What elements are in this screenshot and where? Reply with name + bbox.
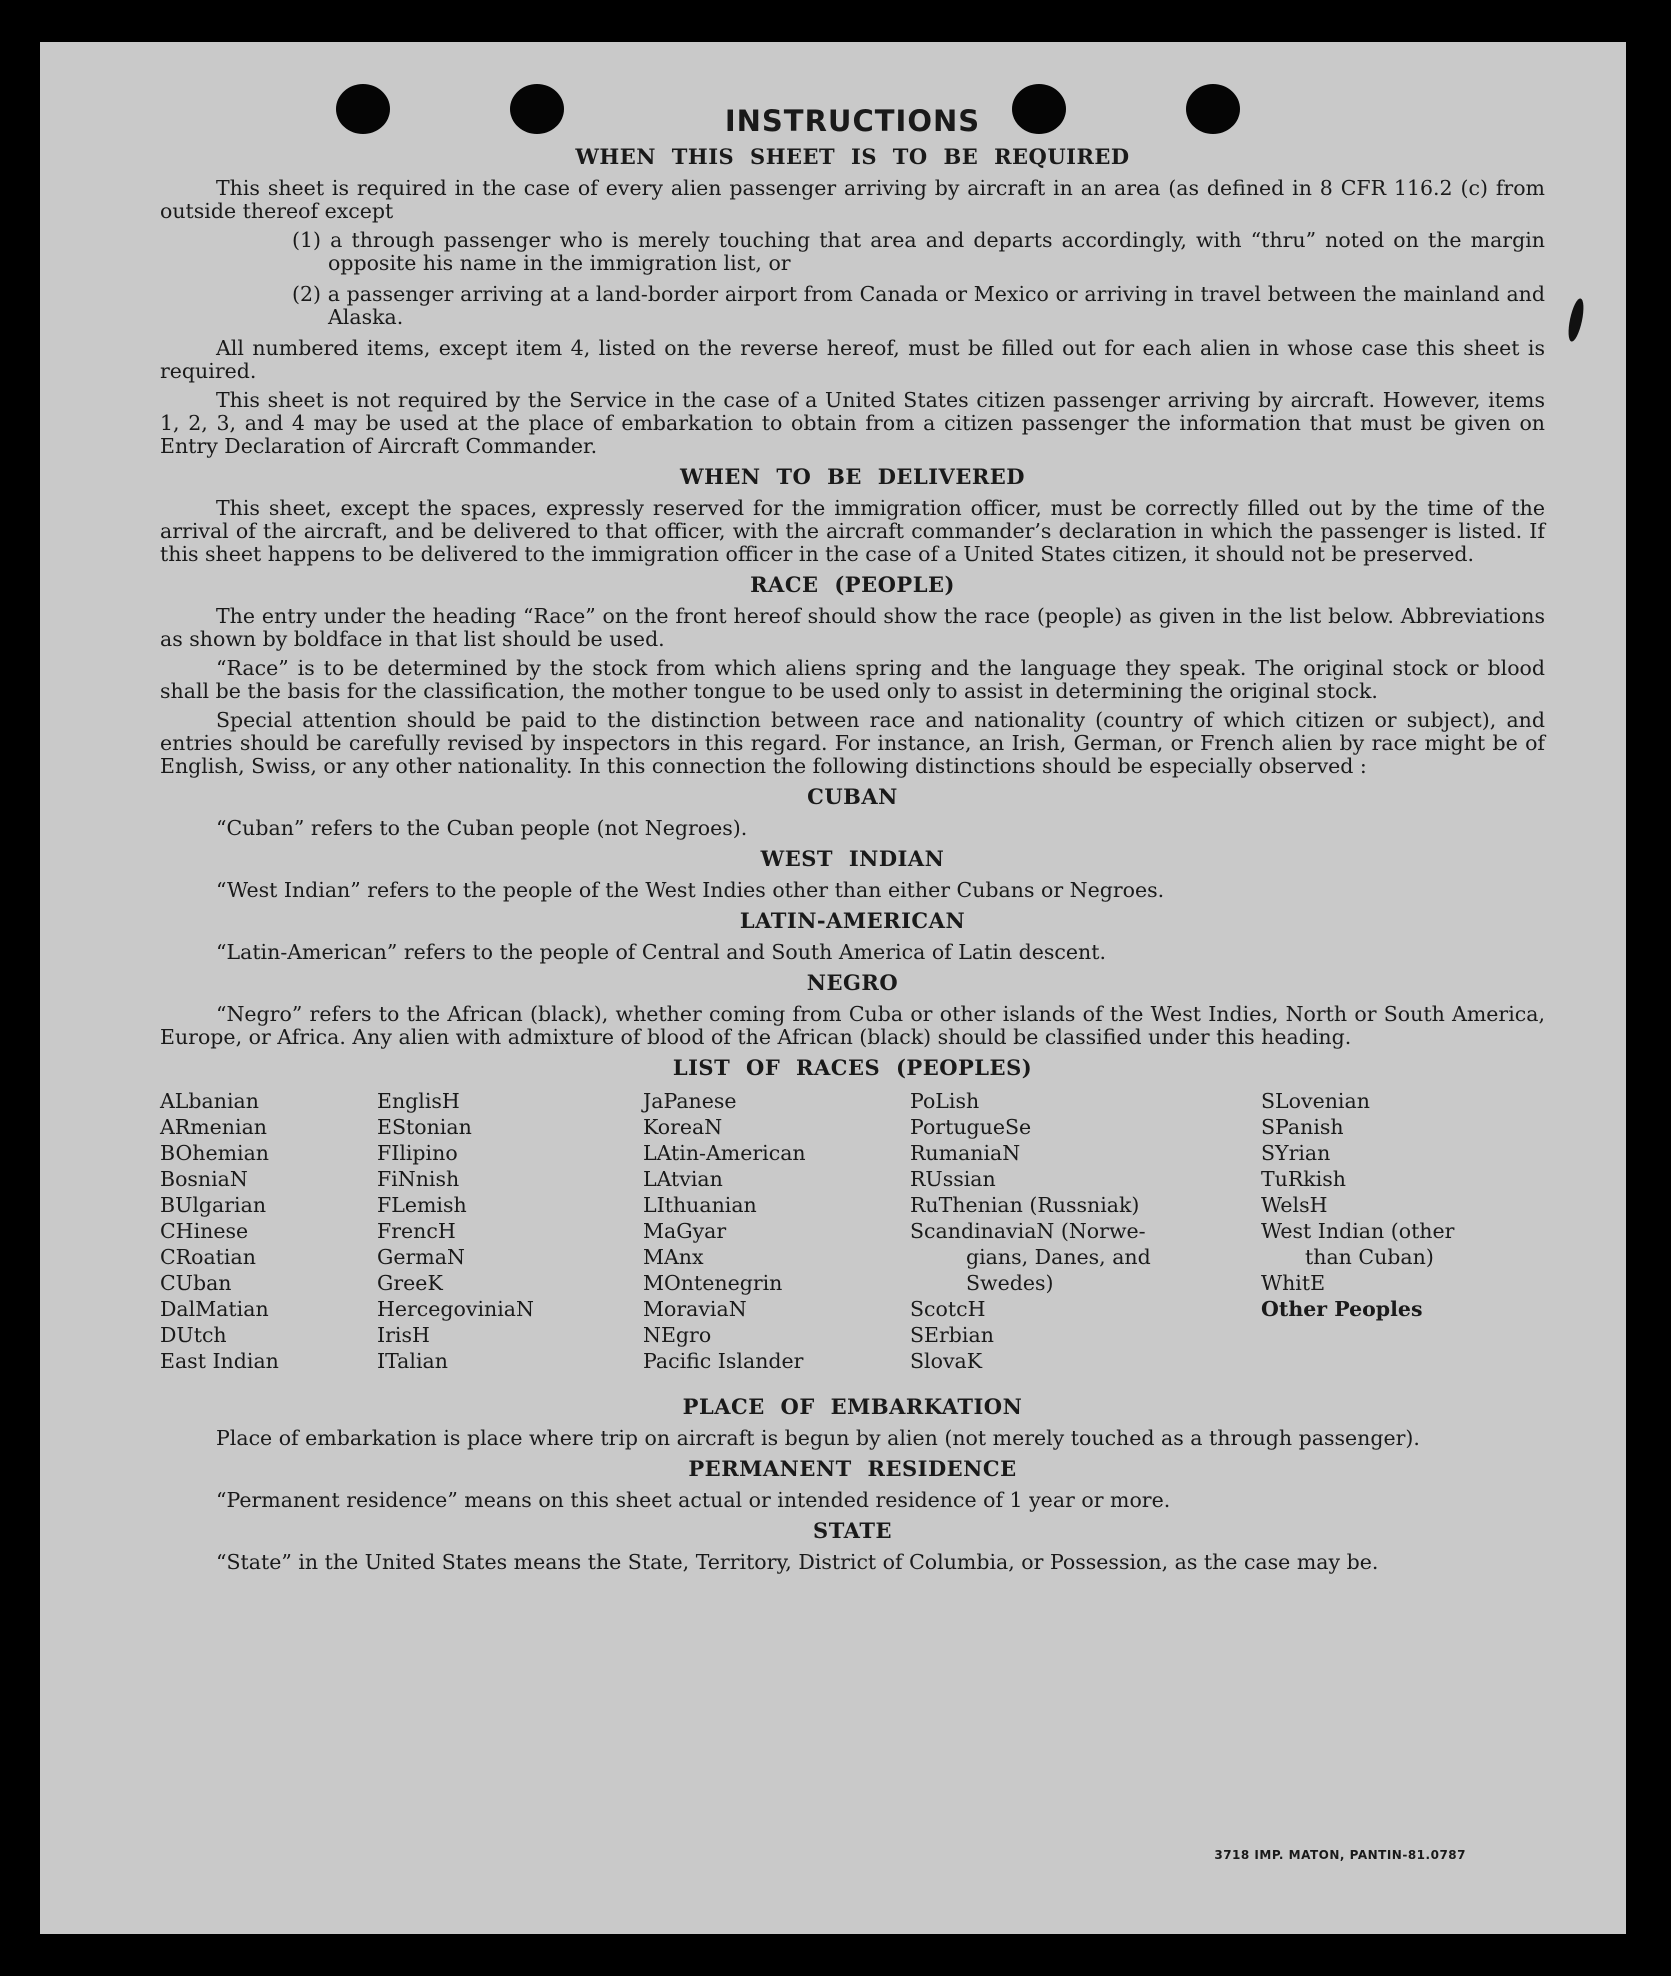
instructions-content	[160, 104, 1545, 1580]
race-item: MAnx	[643, 1245, 704, 1269]
race-item: SYrian	[1261, 1141, 1331, 1165]
document-sheet	[40, 42, 1626, 1934]
races-column-4	[910, 1088, 1151, 1374]
race-item: RuThenian (Russniak)	[910, 1193, 1140, 1217]
race-item: FiNnish	[377, 1167, 460, 1191]
race-item: HercegoviniaN	[377, 1297, 534, 1321]
race-item: gians, Danes, and	[966, 1245, 1151, 1269]
race-para-3: Special attention should be paid to the distinction between race and nationality (country of which citizen or subject), and entries should be carefully revised by inspectors in this regard. For instance, an Irish, German, or French alien by race might be of English, Swiss, or any other nationality. In this connection the following distinctions should be especially observed :	[160, 708, 1545, 778]
race-item: ScandinaviaN (Norwe-	[910, 1219, 1146, 1243]
race-para-1: The entry under the heading “Race” on the front hereof should show the race (people) as given in the list below. Abbreviations as shown by boldface in that list should be used.	[160, 604, 1545, 651]
race-item: FLemish	[377, 1193, 467, 1217]
race-item: BosniaN	[160, 1167, 248, 1191]
race-item: East Indian	[160, 1349, 279, 1373]
race-item: DUtch	[160, 1323, 227, 1347]
races-column-5	[1261, 1088, 1454, 1322]
heading-embarkation: PLACE OF EMBARKATION	[682, 1394, 1023, 1419]
race-item: ARmenian	[160, 1115, 267, 1139]
heading-when-required: WHEN THIS SHEET IS TO BE REQUIRED	[575, 144, 1130, 169]
required-intro: This sheet is required in the case of every alien passenger arriving by aircraft in an area (as defined in 8 CFR 116.2 (c) from outside thereof except	[160, 176, 1545, 223]
race-item: CHinese	[160, 1219, 249, 1243]
heading-state: STATE	[813, 1518, 892, 1543]
race-item: PoLish	[910, 1089, 980, 1113]
residence-para: “Permanent residence” means on this sheet actual or intended residence of 1 year or more.	[216, 1488, 1171, 1512]
delivered-para: This sheet, except the spaces, expressly reserved for the immigration officer, must be correctly filled out by the time of the arrival of the aircraft, and be delivered to that officer, with the aircraft commander’s declaration in which the passenger is listed. If this sheet happens to be delivered to the immigration officer in the case of a United States citizen, it should not be preserved.	[160, 496, 1545, 566]
heading-latin-american: LATIN-AMERICAN	[739, 908, 966, 933]
cuban-para: “Cuban” refers to the Cuban people (not Negroes).	[216, 816, 748, 840]
race-item: FIlipino	[377, 1141, 458, 1165]
race-item: Pacific Islander	[643, 1349, 804, 1373]
race-item: CRoatian	[160, 1245, 256, 1269]
race-item: DalMatian	[160, 1297, 269, 1321]
latin-american-para: “Latin-American” refers to the people of Central and South America of Latin descent.	[216, 940, 1106, 964]
race-item: SPanish	[1261, 1115, 1344, 1139]
race-item: RumaniaN	[910, 1141, 1021, 1165]
west-indian-para: “West Indian” refers to the people of the West Indies other than either Cubans or Negroes.	[216, 878, 1165, 902]
race-item: TuRkish	[1261, 1167, 1347, 1191]
heading-when-delivered: WHEN TO BE DELIVERED	[679, 464, 1025, 489]
race-item: WhitE	[1261, 1271, 1326, 1295]
heading-cuban: CUBAN	[807, 784, 898, 809]
required-para-2: All numbered items, except item 4, listed on the reverse hereof, must be filled out for each alien in whose case this sheet is required.	[160, 336, 1545, 383]
negro-para: “Negro” refers to the African (black), whether coming from Cuba or other islands of the West Indies, North or South America, Europe, or Africa. Any alien with admixture of blood of the African (black) should be classified under this heading.	[160, 1002, 1545, 1049]
heading-permanent-residence: PERMANENT RESIDENCE	[688, 1456, 1017, 1481]
race-item: GermaN	[377, 1245, 465, 1269]
race-item: ScotcH	[910, 1297, 986, 1321]
state-para: “State” in the United States means the State, Territory, District of Columbia, or Possession, as the case may be.	[216, 1550, 1379, 1574]
race-item: MaGyar	[643, 1219, 727, 1243]
race-item: MoraviaN	[643, 1297, 747, 1321]
race-item: EnglisH	[377, 1089, 460, 1113]
race-item: JaPanese	[643, 1089, 737, 1113]
race-item: IrisH	[377, 1323, 430, 1347]
race-item: EStonian	[377, 1115, 472, 1139]
race-item: FrencH	[377, 1219, 456, 1243]
heading-negro: NEGRO	[806, 970, 899, 995]
printer-footer: 3718 IMP. MATON, PANTIN-81.0787	[1214, 1848, 1466, 1862]
race-item: Other Peoples	[1261, 1297, 1423, 1321]
heading-west-indian: WEST INDIAN	[760, 846, 945, 871]
races-list	[160, 1088, 1545, 1388]
heading-race: RACE (PEOPLE)	[750, 572, 955, 597]
race-item: BUlgarian	[160, 1193, 267, 1217]
race-item: than Cuban)	[1305, 1245, 1434, 1269]
page-title: INSTRUCTIONS	[724, 104, 981, 138]
race-item: KoreaN	[643, 1115, 723, 1139]
race-item: BOhemian	[160, 1141, 270, 1165]
required-item-2: (2) a passenger arriving at a land-border airport from Canada or Mexico or arriving in travel between the mainland and Alaska.	[292, 282, 1545, 329]
races-column-3	[643, 1088, 806, 1374]
race-item: West Indian (other	[1261, 1219, 1455, 1243]
heading-list-of-races: LIST OF RACES (PEOPLES)	[672, 1055, 1033, 1080]
race-item: GreeK	[377, 1271, 443, 1295]
races-column-2	[377, 1088, 534, 1374]
races-column-1	[160, 1088, 279, 1374]
race-item: SErbian	[910, 1323, 994, 1347]
race-item: RUssian	[910, 1167, 996, 1191]
race-item: WelsH	[1261, 1193, 1328, 1217]
race-item: SLovenian	[1261, 1089, 1370, 1113]
race-item: LIthuanian	[643, 1193, 757, 1217]
race-item: Swedes)	[966, 1271, 1054, 1295]
race-item: MOntenegrin	[643, 1271, 783, 1295]
race-item: CUban	[160, 1271, 232, 1295]
ink-mark	[1566, 297, 1587, 343]
race-item: LAtin-American	[643, 1141, 806, 1165]
required-item-1: (1) a through passenger who is merely touching that area and departs accordingly, with “thru” noted on the margin opposite his name in the immigration list, or	[292, 228, 1545, 275]
race-item: NEgro	[643, 1323, 712, 1347]
required-para-3: This sheet is not required by the Service in the case of a United States citizen passenger arriving by aircraft. However, items 1, 2, 3, and 4 may be used at the place of embarkation to obtain from a citizen passenger the information that must be given on Entry Declaration of Aircraft Commander.	[160, 388, 1545, 458]
race-item: ALbanian	[160, 1089, 259, 1113]
race-para-2: “Race” is to be determined by the stock from which aliens spring and the language they speak. The original stock or blood shall be the basis for the classification, the mother tongue to be used only to assist in determining the original stock.	[160, 656, 1545, 703]
race-item: LAtvian	[643, 1167, 723, 1191]
race-item: PortugueSe	[910, 1115, 1032, 1139]
race-item: SlovaK	[910, 1349, 983, 1373]
embarkation-para: Place of embarkation is place where trip on aircraft is begun by alien (not merely touched as a through passenger).	[216, 1426, 1420, 1450]
race-item: ITalian	[377, 1349, 448, 1373]
